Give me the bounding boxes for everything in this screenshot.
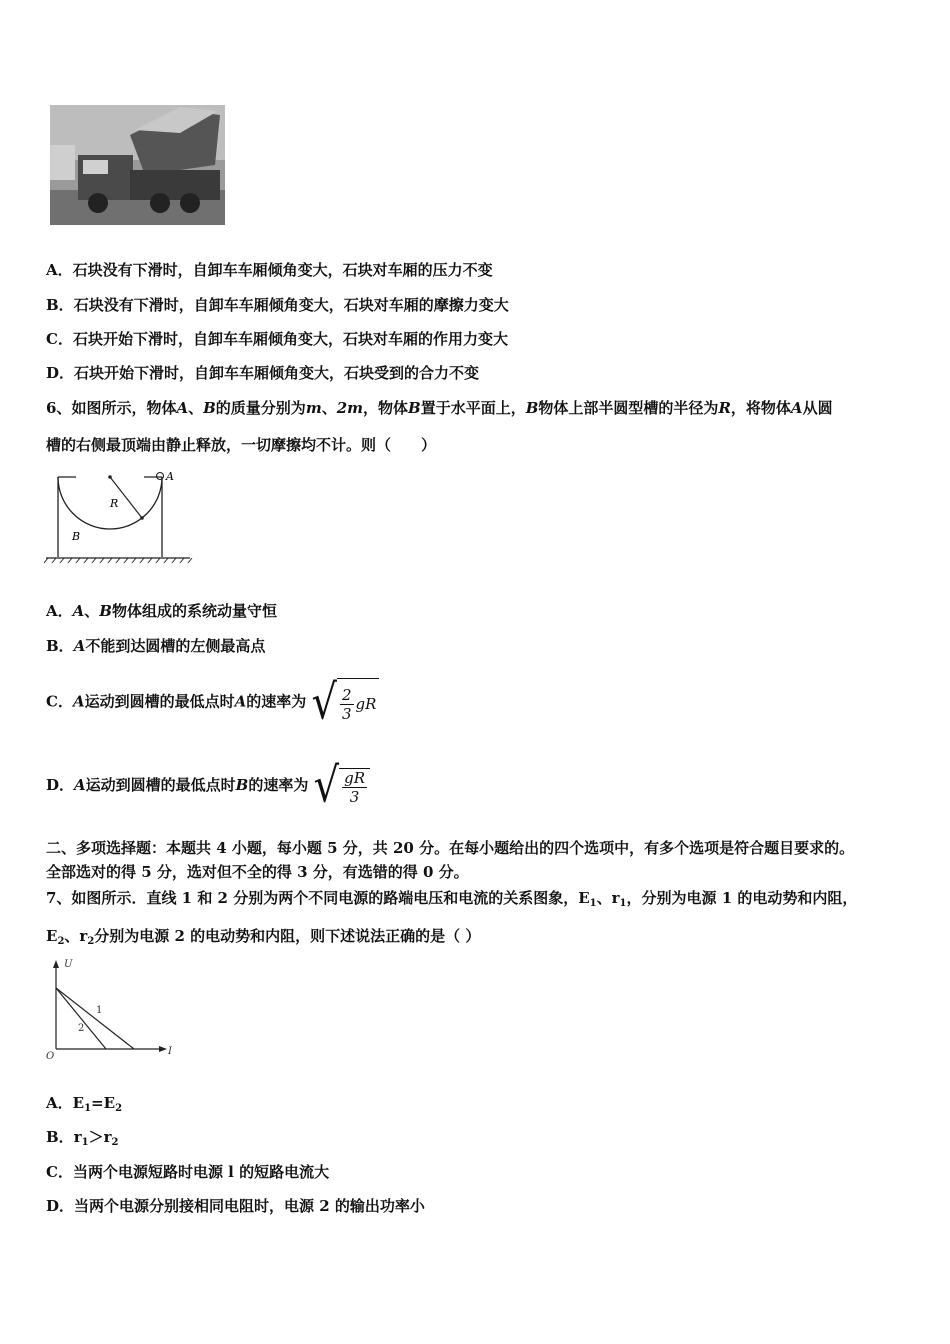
fig-label-a: A [166, 470, 174, 483]
q5-option-b: B．石块没有下滑时，自卸车车厢倾角变大，石块对车厢的摩擦力变大 [46, 296, 509, 314]
q7-option-d: D．当两个电源分别接相同电阻时，电源 2 的输出功率小 [46, 1197, 425, 1215]
graph-i-label: I [168, 1046, 172, 1057]
q7-option-c: C．当两个电源短路时电源 l 的短路电流大 [46, 1163, 330, 1181]
graph-line1-label: 1 [96, 1005, 103, 1016]
sqrt-two-thirds-gr: √ $\frac{2}{3}$ gR [312, 676, 380, 729]
q7-stem-line1: 7、如图所示．直线 1 和 2 分别为两个不同电源的路端电压和电流的关系图象，$E_1$、$r_1$，分别为电源 1 的电动势和内阻， [46, 889, 858, 909]
q5-option-d: D．石块开始下滑时，自卸车车厢倾角变大，石块受到的合力不变 [46, 364, 480, 382]
q6-option-d: D．A运动到圆槽的最低点时B的速率为 √ $\frac{gR}{3}$ [46, 760, 370, 810]
dump-truck-photo [50, 105, 225, 225]
sqrt-gr-over-3: √ $\frac{gR}{3}$ [314, 766, 370, 806]
q5-option-c: C．石块开始下滑时，自卸车车厢倾角变大，石块对车厢的作用力变大 [46, 330, 508, 348]
q7-option-a: A．$E_1=E_2$ [46, 1094, 123, 1114]
graph-u-label: U [64, 959, 73, 970]
q6-stem-line2: 槽的右侧最顶端由静止释放，一切摩擦均不计。则（ ） [46, 436, 437, 454]
q6-option-b: B．A不能到达圆槽的左侧最高点 [46, 637, 266, 655]
q7-stem-line2: $E_2$、$r_2$分别为电源 2 的电动势和内阻，则下述说法正确的是（ ） [46, 927, 481, 947]
section2-line1: 二、多项选择题：本题共 4 小题，每小题 5 分，共 20 分。在每小题给出的四个选项中，有多个选项是符合题目要求的。 [46, 839, 855, 857]
q5-option-a: A．石块没有下滑时，自卸车车厢倾角变大，石块对车厢的压力不变 [46, 261, 493, 279]
q7-option-b: B．$r_1>r_2$ [46, 1128, 119, 1148]
fig-label-r: R [110, 497, 119, 510]
q6-semicircle-figure [44, 465, 194, 570]
q6-option-c: C．A运动到圆槽的最低点时A的速率为 √ $\frac{2}{3}$ gR [46, 676, 379, 729]
q6-option-a: A．A、B物体组成的系统动量守恒 [46, 602, 277, 620]
fig-label-b: B [72, 530, 81, 543]
section2-line2: 全部选对的得 5 分，选对但不全的得 3 分，有选错的得 0 分。 [46, 863, 469, 881]
graph-origin-label: O [46, 1051, 55, 1062]
graph-line2-label: 2 [78, 1023, 85, 1034]
q6-stem-line1: 6、如图所示，物体A、B的质量分别为m、2m，物体B置于水平面上，B物体上部半圆型槽的半径为R，将物体A从圆 [46, 399, 833, 417]
q7-ui-graph [44, 955, 179, 1065]
